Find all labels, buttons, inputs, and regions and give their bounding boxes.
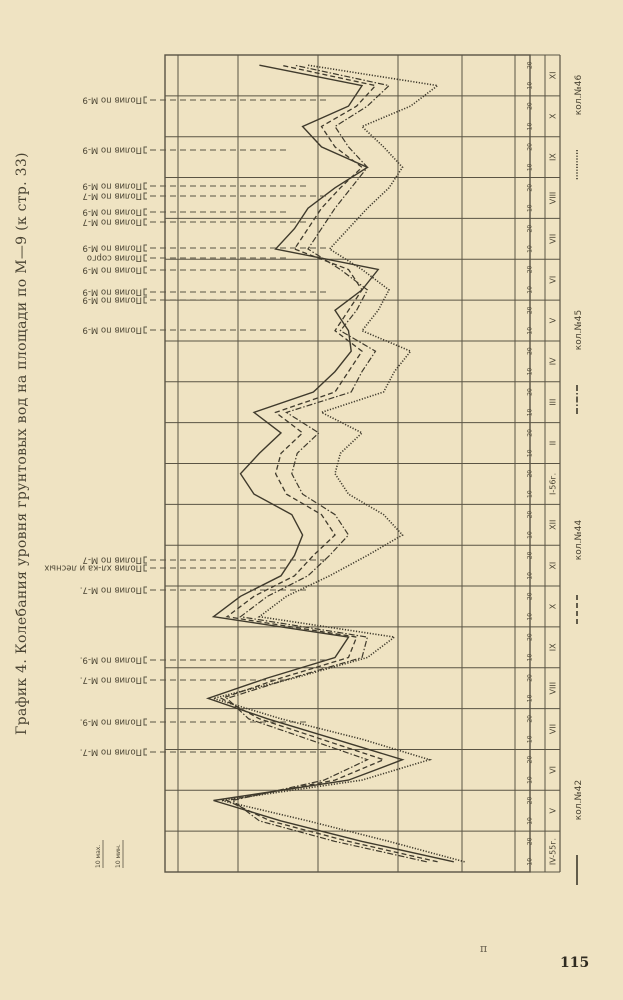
annotation-bracket	[144, 327, 147, 333]
annotation-bracket	[144, 193, 147, 199]
annotation-bracket	[144, 677, 147, 683]
day-tick-label: 20	[526, 551, 534, 560]
day-tick-label: 20	[526, 224, 534, 233]
annotation-bracket	[144, 557, 147, 563]
month-tick-label: I-56г.	[548, 472, 558, 496]
day-tick-label: 10	[526, 531, 534, 539]
day-tick-label: 10	[526, 122, 534, 131]
annotation-bracket	[144, 587, 147, 593]
annotation-label: Полив по М-7	[82, 190, 142, 201]
day-tick-label: 10	[526, 857, 534, 866]
day-tick-label: 10	[526, 245, 534, 253]
day-tick-label: 10	[526, 286, 534, 294]
annotation-label: Полив по М-9	[82, 206, 142, 217]
month-tick-label: XI	[548, 561, 558, 570]
month-tick-label: IV	[548, 357, 558, 366]
month-tick-label: VIII	[548, 681, 558, 695]
annotation-label: Полив хл-ка и лесных	[44, 562, 142, 573]
day-tick-label: 10	[526, 572, 534, 580]
annotation-bracket	[144, 565, 147, 571]
day-tick-label: 20	[526, 388, 534, 396]
month-tick-label: VI	[548, 765, 558, 774]
annotation-label: Полив по М-7.	[79, 584, 142, 595]
day-tick-label: 20	[526, 429, 534, 437]
annotation-label: Полив по М-9	[82, 294, 142, 305]
day-tick-label: 10	[526, 449, 534, 458]
annotation-bracket	[144, 147, 147, 153]
annotation-bracket	[144, 657, 147, 663]
month-tick-label: IV-55г.	[548, 837, 558, 866]
month-tick-label: II	[548, 440, 558, 446]
annotation-bracket	[144, 209, 147, 215]
annotation-label: Полив по М-9	[82, 242, 142, 253]
legend-label: кол.№46	[574, 74, 584, 116]
annotation-label: Полив по М-7.	[79, 674, 142, 685]
day-tick-label: 10	[526, 408, 534, 417]
day-tick-label: 20	[526, 347, 534, 355]
month-tick-label: XII	[548, 519, 558, 530]
day-tick-label: 10	[526, 735, 534, 744]
level-scale-label: 10 мах.	[95, 844, 102, 868]
annotation-label: Полив по М-9	[82, 324, 142, 335]
day-tick-label: 10	[526, 367, 534, 376]
day-tick-label: 20	[526, 61, 534, 70]
day-tick-label: 20	[526, 306, 534, 315]
level-scale-label: 10 мин.	[115, 844, 122, 868]
annotation-label: Полив по М-9.	[79, 654, 142, 665]
annotation-label: Полив по М-7	[82, 554, 142, 565]
legend-label: кол.№45	[574, 309, 584, 351]
legend-label: кол.№44	[574, 519, 584, 561]
annotation-bracket	[144, 183, 147, 189]
page-number: 115	[560, 955, 590, 971]
month-tick-label: X	[548, 603, 558, 610]
stray-mark: п	[480, 942, 488, 955]
day-tick-label: 20	[526, 592, 534, 601]
day-tick-label: 20	[526, 755, 534, 764]
day-tick-label: 10	[526, 776, 534, 784]
month-tick-label: III	[548, 398, 558, 406]
day-tick-label: 10	[526, 694, 534, 703]
month-tick-label: X	[548, 113, 558, 120]
day-tick-label: 10	[526, 326, 534, 335]
day-tick-label: 20	[526, 102, 534, 110]
legend-label: кол.№42	[574, 779, 584, 821]
annotation-label: Полив по М-7.	[79, 746, 142, 757]
day-tick-label: 10	[526, 81, 534, 90]
chart-caption: График 4. Колебания уровня грунтовых вод на площади по М—9 (к стр. 33)	[14, 152, 30, 735]
day-tick-label: 10	[526, 653, 534, 662]
annotation-label: Полив по М-9.	[79, 716, 142, 727]
annotation-label: Полив по М-9	[82, 264, 142, 275]
annotation-bracket	[144, 297, 147, 303]
annotation-label: Полив по М-9	[82, 144, 142, 155]
day-tick-label: 10	[526, 612, 534, 621]
annotation-label: Полив по М-9	[82, 286, 142, 297]
month-tick-label: V	[548, 807, 558, 814]
month-tick-label: VII	[548, 233, 558, 244]
day-tick-label: 20	[526, 265, 534, 274]
annotation-bracket	[144, 289, 147, 295]
annotation-bracket	[144, 255, 147, 261]
annotation-bracket	[144, 719, 147, 725]
month-tick-label: VIII	[548, 191, 558, 205]
day-tick-label: 10	[526, 204, 534, 213]
day-tick-label: 20	[526, 674, 534, 682]
day-tick-label: 20	[526, 633, 534, 641]
annotation-label: Полив по М-7	[82, 216, 142, 227]
annotation-bracket	[144, 219, 147, 225]
day-tick-label: 10	[526, 163, 534, 172]
day-tick-label: 20	[526, 143, 534, 151]
day-tick-label: 10	[526, 817, 534, 825]
annotation-bracket	[144, 749, 147, 755]
day-tick-label: 10	[526, 490, 534, 498]
annotation-bracket	[144, 245, 147, 251]
month-tick-label: VII	[548, 723, 558, 735]
annotation-label: Полив сорго	[86, 252, 142, 263]
annotation-label: Полив по М-9	[82, 94, 142, 105]
month-tick-label: VI	[548, 275, 558, 284]
month-tick-label: XI	[548, 71, 558, 80]
day-tick-label: 20	[526, 796, 534, 805]
day-tick-label: 20	[526, 183, 534, 192]
annotation-label: Полив по М-9	[82, 180, 142, 191]
annotation-bracket	[144, 267, 147, 273]
month-tick-label: IX	[548, 153, 558, 162]
month-tick-label: IX	[548, 643, 558, 652]
annotation-bracket	[144, 97, 147, 103]
day-tick-label: 20	[526, 837, 534, 846]
day-tick-label: 20	[526, 714, 534, 723]
day-tick-label: 20	[526, 510, 534, 519]
day-tick-label: 20	[526, 469, 534, 478]
month-tick-label: V	[548, 317, 558, 324]
